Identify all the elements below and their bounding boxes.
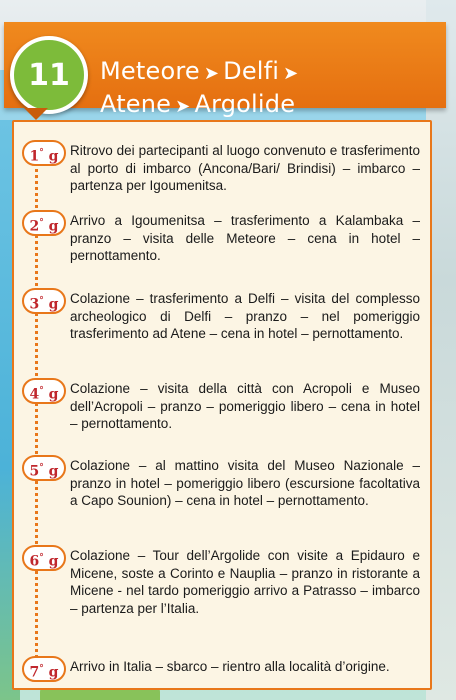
day-number: 3 <box>29 296 40 313</box>
day-label <box>22 288 66 314</box>
day-unit: g <box>43 553 59 570</box>
itinerary-title <box>100 56 440 122</box>
day-description: Arrivo a Igoumenitsa – trasferimento a Kalambaka – pranzo – visita delle Meteore – cena in hotel – pernottamento. <box>70 213 420 263</box>
title-line-1 <box>100 56 440 89</box>
day-ordinal: ° <box>39 148 44 158</box>
day-number: 1 <box>29 148 40 165</box>
day-description: Colazione – Tour dell’Argolide con visite a Epidauro e Micene, soste a Corinto e Nauplia – pranzo in ristorante a Micene - nel tardo pomeriggio arrivo a Patrasso – imbarco – partenza per l’Italia. <box>70 548 420 616</box>
title-banner <box>4 22 446 118</box>
day-description: Ritrovo dei partecipanti al luogo convenuto e trasferimento al porto di imbarco (Ancona/Bari/ Brindisi) – imbarco – partenza per Igoumenitsa. <box>70 143 420 193</box>
day-number: 5 <box>29 463 40 480</box>
day-unit: g <box>43 463 59 480</box>
arrow-icon: ➤ <box>175 96 191 117</box>
day-ordinal: ° <box>39 386 44 396</box>
day-ordinal: ° <box>39 218 44 228</box>
day-unit: g <box>43 296 59 313</box>
day-label <box>22 210 66 236</box>
day-description: Colazione – al mattino visita del Museo Nazionale – pranzo in hotel – pomeriggio libero (escursione facoltativa a Capo Sounion) – cena in hotel – pernottamento. <box>70 458 420 508</box>
title-stop-atene: Atene <box>100 90 172 118</box>
title-line-2 <box>100 89 440 122</box>
day-description: Colazione – trasferimento a Delfi – visita del complesso archeologico di Delfi – pranzo – nel pomeriggio trasferimento ad Atene – cena in hotel – pernottamento. <box>70 291 420 341</box>
day-label <box>22 140 66 166</box>
day-unit: g <box>43 386 59 403</box>
day-label <box>22 378 66 404</box>
itinerary-number-badge <box>10 36 88 114</box>
day-description: Arrivo in Italia – sbarco – rientro alla località d’origine. <box>70 659 390 674</box>
day-unit: g <box>43 218 59 235</box>
title-stop-delfi: Delfi <box>223 57 280 85</box>
day-description: Colazione – visita della città con Acropoli e Museo dell’Acropoli – pranzo – pomeriggio libero – cena in hotel – pernottamento. <box>70 381 420 431</box>
day-ordinal: ° <box>39 553 44 563</box>
day-ordinal: ° <box>39 463 44 473</box>
day-number: 4 <box>29 386 40 403</box>
day-unit: g <box>43 148 59 165</box>
title-stop-argolide: Argolide <box>194 90 296 118</box>
day-number: 7 <box>29 664 40 681</box>
day-unit: g <box>43 664 59 681</box>
itinerary-number: 11 <box>28 57 70 93</box>
day-ordinal: ° <box>39 664 44 674</box>
day-ordinal: ° <box>39 296 44 306</box>
day-label <box>22 656 66 682</box>
day-number: 2 <box>29 218 40 235</box>
arrow-icon: ➤ <box>203 63 220 84</box>
banner-notch <box>24 108 48 120</box>
title-stop-meteore: Meteore <box>100 57 200 85</box>
day-label <box>22 455 66 481</box>
arrow-icon: ➤ <box>283 63 299 84</box>
day-number: 6 <box>29 553 40 570</box>
day-label <box>22 545 66 571</box>
